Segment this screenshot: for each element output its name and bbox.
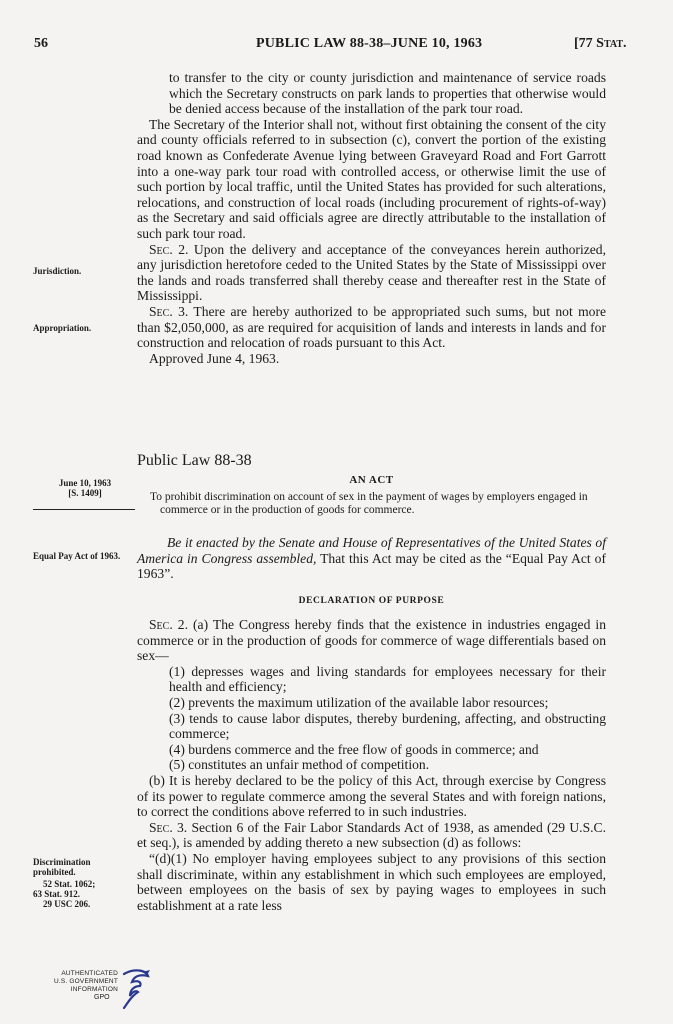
- section-3-amendment: [137, 820, 606, 851]
- bill-number: [S. 1409]: [68, 488, 102, 498]
- discrimination-label: Discrimination prohibited.: [33, 857, 91, 877]
- enacting-rest: That this Act may be cited as the “Equal Pay Act of 1963”.: [137, 550, 606, 582]
- margin-note-date: [40, 478, 130, 498]
- margin-rule: [33, 509, 135, 510]
- finding-item-2: (2) prevents the maximum utilization of the available labor resources;: [169, 694, 549, 710]
- seal-line-3: INFORMATION: [70, 986, 118, 993]
- citation-1: 52 Stat. 1062;: [43, 879, 96, 889]
- running-title: PUBLIC LAW 88-38–JUNE 10, 1963: [256, 36, 483, 51]
- margin-note-discrimination: [33, 857, 129, 909]
- section-text: There are hereby authorized to be appropriated such sums, but not more than $2,050,000, as are required for acquisition of lands and interests in lands and for construction and relocation of roads pursuant to this Act.: [137, 303, 607, 351]
- section-text: Upon the delivery and acceptance of the conveyances herein authorized, any jurisdiction heretofore ceded to the United States by the State of Mississippi over the lands and roads transferred shall thereby cease and thereafter rest in the State of Mississippi.: [137, 241, 606, 304]
- top-section: [137, 70, 606, 366]
- margin-note-jurisdiction: Jurisdiction.: [33, 266, 82, 276]
- enacting-clause: [137, 535, 606, 582]
- page-header: [34, 36, 654, 56]
- finding-item-1: (1) depresses wages and living standards for employees necessary for their health and efficiency;: [169, 663, 606, 695]
- continuation-paragraph: to transfer to the city or county jurisdiction and maintenance of service roads which the Secretary constructs on park lands to properties that otherwise would be denied access because of the installation of the park tour road.: [169, 70, 606, 117]
- section-label: Sec. 2.: [149, 241, 189, 257]
- section-2b-paragraph: (b) It is hereby declared to be the policy of this Act, through exercise by Congress of its power to regulate commerce among the several States and with foreign nations, to correct the conditions above referred to in such industries.: [137, 772, 606, 820]
- section-2a-paragraph: [137, 617, 606, 664]
- page-number: 56: [34, 36, 48, 51]
- declaration-heading: DECLARATION OF PURPOSE: [298, 596, 445, 606]
- finding-item-3: (3) tends to cause labor disputes, thereby burdening, affecting, and obstructing commerce;: [169, 710, 606, 742]
- secretary-paragraph: The Secretary of the Interior shall not, without first obtaining the consent of the city and county officials referred to in subsection (c), convert the portion of the existing road known as Confederate Avenue lying between Graveyard Road and Fort Garrott into a one-way park tour road with controlled access, or otherwise limit the use of such portion by local traffic, until the United States has provided for such alterations, relocations, and construction of local roads (including procurement of rights-of-way) as the Secretary and said officials agree are directly attributable to the installation of such park tour road.: [137, 116, 606, 241]
- enacting-italic: Be it enacted by the Senate and House of Representatives of the United States of America in Congress assembled,: [137, 535, 606, 566]
- seal-gpo-mark: GPO: [94, 994, 110, 1001]
- section-label: Sec. 2.: [149, 617, 188, 632]
- section-2-paragraph: [137, 242, 606, 304]
- finding-item-5: (5) constitutes an unfair method of competition.: [169, 757, 430, 773]
- margin-note-appropriation: Appropriation.: [33, 323, 92, 333]
- act-description: To prohibit discrimination on account of sex in the payment of wages by employers engaged in commerce or in the production of goods for commerce.: [150, 491, 588, 516]
- gpo-authentication-seal: [38, 966, 158, 1014]
- seal-text: [38, 970, 118, 994]
- enactment-date: June 10, 1963: [58, 478, 112, 488]
- citation-3: 29 USC 206.: [43, 899, 91, 909]
- declaration-section: [137, 617, 606, 913]
- seal-line-2: U.S. GOVERNMENT: [53, 978, 118, 985]
- section-label: Sec. 3.: [149, 819, 188, 835]
- finding-item-4: (4) burdens commerce and the free flow of goods in commerce; and: [169, 741, 539, 757]
- subsection-d-paragraph: “(d)(1) No employer having employees subject to any provisions of this section shall discriminate, within any establishment in which such employees are employed, between employees on the basis of sex by paying wages to employees in such establishment at a rate less: [137, 850, 606, 913]
- section-3-paragraph: [137, 304, 606, 351]
- section-label: Sec. 3.: [149, 303, 189, 319]
- section-text: Section 6 of the Fair Labor Standards Act of 1938, as amended (29 U.S.C. et seq.), is amended by adding thereto a new subsection (d) as follows:: [137, 819, 606, 851]
- eagle-icon: [120, 966, 152, 1010]
- act-label: AN ACT: [349, 474, 394, 486]
- section-text: (a) The Congress hereby finds that the existence in industries engaged in commerce or in the production of goods for commerce of wage differentials based on sex—: [137, 617, 606, 664]
- approval-line: Approved June 4, 1963.: [149, 350, 280, 366]
- seal-line-1: AUTHENTICATED: [61, 970, 118, 977]
- statute-reference: [77 Stat.: [574, 36, 627, 51]
- margin-note-equal-pay: Equal Pay Act of 1963.: [33, 551, 121, 561]
- public-law-title: Public Law 88-38: [137, 452, 252, 469]
- citation-2: 63 Stat. 912.: [33, 889, 80, 899]
